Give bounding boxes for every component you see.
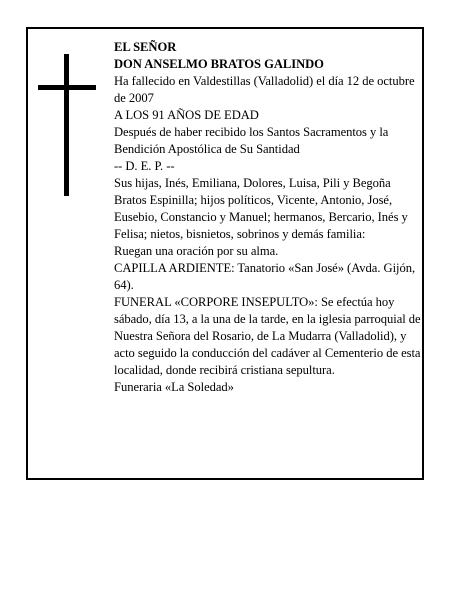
- cross-icon: [64, 54, 69, 196]
- title-line: EL SEÑOR: [114, 40, 177, 54]
- deceased-name: DON ANSELMO BRATOS GALINDO: [114, 57, 324, 71]
- death-statement: Ha fallecido en Valdestillas (Valladolid) el día 12 de octubre de 2007: [114, 74, 415, 105]
- chapel-info: CAPILLA ARDIENTE: Tanatorio «San José» (Avda. Gijón, 64).: [114, 261, 416, 292]
- age-line: A LOS 91 AÑOS DE EDAD: [114, 108, 259, 122]
- family-list: Sus hijas, Inés, Emiliana, Dolores, Luisa, Pili y Begoña Bratos Espinilla; hijos políticos, Vicente, Antonio, José, Eusebio, Constancio y Manuel; hermanos, Bercario, Inés y Felisa; nietos, bisnietos, sobrinos y demás familia:: [114, 176, 408, 241]
- obituary-text: [114, 39, 424, 396]
- rip-line: -- D. E. P. --: [114, 159, 175, 173]
- prayer-request: Ruegan una oración por su alma.: [114, 244, 279, 258]
- cross-icon-crossbar: [38, 85, 96, 90]
- funeral-info: FUNERAL «CORPORE INSEPULTO»: Se efectúa hoy sábado, día 13, a la una de la tarde, en la iglesia parroquial de Nuestra Señora del Rosario, de La Mudarra (Valladolid), y acto seguido la conducción del cadáver al Cementerio de esta localidad, donde recibirá cristiana sepultura.: [114, 295, 421, 377]
- sacraments-line: Después de haber recibido los Santos Sacramentos y la Bendición Apostólica de Su Santidad: [114, 125, 389, 156]
- funeral-home: Funeraria «La Soledad»: [114, 380, 234, 394]
